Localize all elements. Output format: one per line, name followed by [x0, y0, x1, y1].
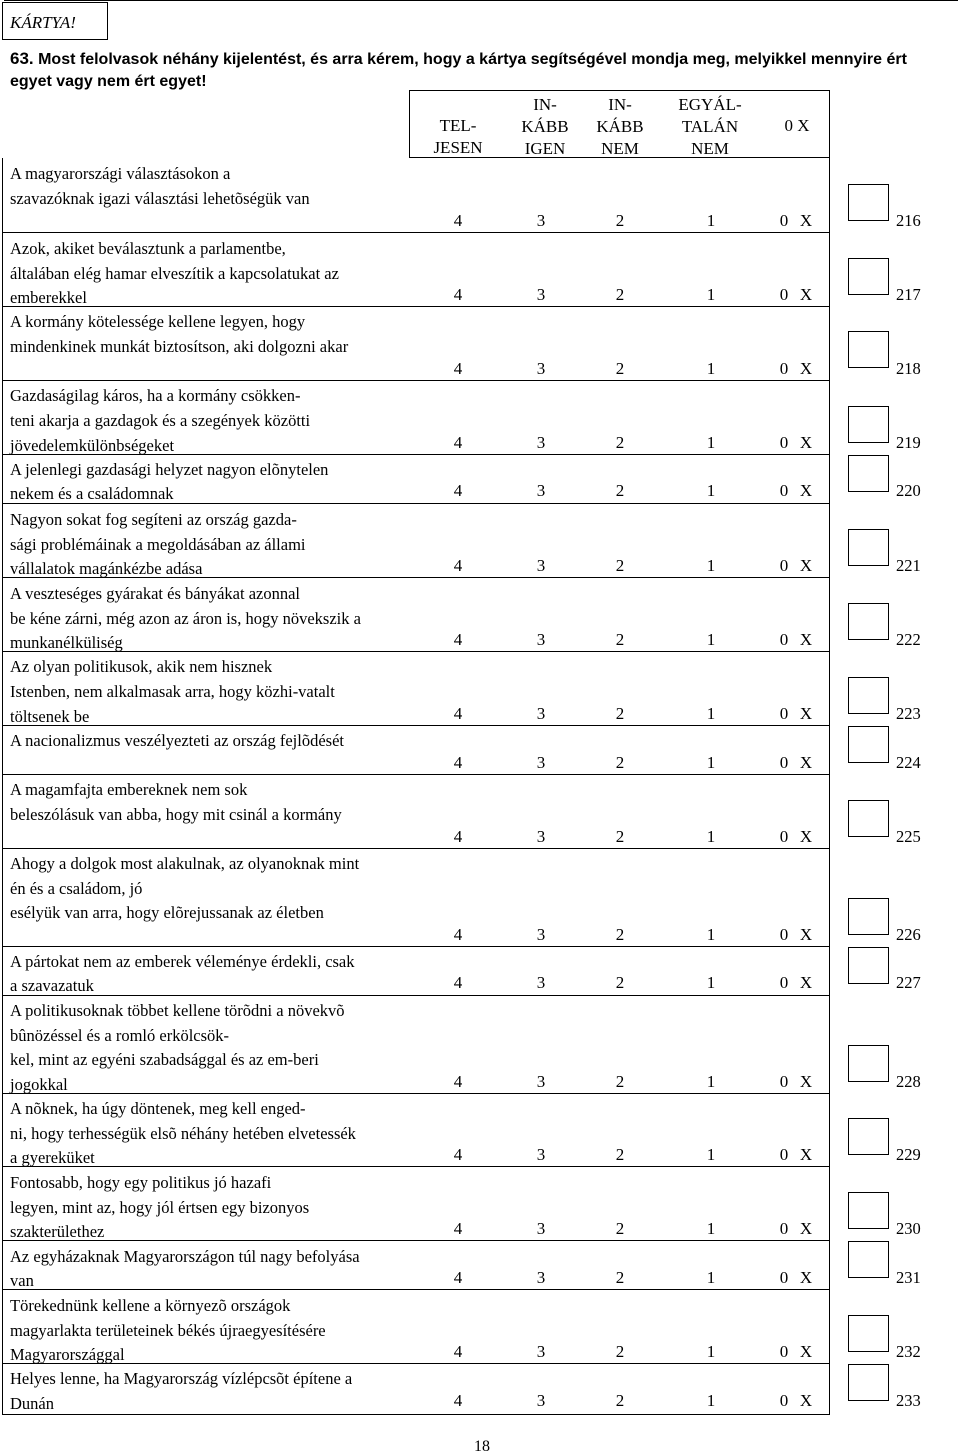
answer-code-box[interactable]: [848, 406, 889, 443]
answer-option-3[interactable]: 3: [536, 1145, 546, 1164]
answer-option-x[interactable]: X: [799, 433, 813, 452]
answer-option-4[interactable]: 4: [453, 481, 463, 500]
question-text-1: Most felolvasok néhány kijelentést, és arra kérem, hogy a kártya segítségével mondja meg, melyikkel mennyire ért: [38, 51, 907, 68]
answer-option-3[interactable]: 3: [536, 1268, 546, 1287]
answer-option-4[interactable]: 4: [453, 973, 463, 992]
answer-option-1[interactable]: 1: [706, 753, 716, 772]
answer-option-x[interactable]: X: [799, 1342, 813, 1361]
statement-text: Fontosabb, hogy egy politikus jó hazafi: [10, 1173, 272, 1192]
row-separator: [2, 232, 830, 233]
answer-option-4[interactable]: 4: [453, 1072, 463, 1091]
variable-code: 216: [896, 211, 921, 230]
row-separator: [2, 503, 830, 504]
answer-option-0[interactable]: 0: [779, 973, 789, 992]
statement-text: általában elég hamar elveszítik a kapcsolatukat az: [10, 263, 339, 283]
answer-option-3[interactable]: 3: [536, 1219, 546, 1238]
answer-option-3[interactable]: 3: [536, 211, 546, 230]
page-number: 18: [474, 1438, 490, 1455]
answer-option-4[interactable]: 4: [453, 433, 463, 452]
answer-option-1[interactable]: 1: [706, 1391, 716, 1410]
answer-option-3[interactable]: 3: [536, 753, 546, 772]
statement-text: emberekkel: [10, 288, 87, 307]
answer-code-box[interactable]: [848, 258, 889, 295]
statement-text: legyen, mint az, hogy jól értsen egy bizonyos: [10, 1197, 310, 1217]
statement-text: kel, mint az egyéni szabadsággal és az em-beri: [10, 1050, 319, 1069]
answer-option-1[interactable]: 1: [706, 211, 716, 230]
answer-code-box[interactable]: [848, 1241, 889, 1278]
answer-option-0[interactable]: 0: [779, 1268, 789, 1287]
statement-text: munkanélküliség: [10, 633, 123, 652]
statement-text: Az egyházaknak Magyarországon túl nagy befolyása: [10, 1247, 360, 1266]
variable-code: 230: [896, 1219, 921, 1238]
answer-option-1[interactable]: 1: [706, 433, 716, 452]
answer-code-box[interactable]: [848, 726, 889, 763]
answer-option-0[interactable]: 0: [779, 1145, 789, 1164]
answer-option-2[interactable]: 2: [615, 753, 625, 772]
question-line-1: [10, 49, 907, 70]
answer-option-x[interactable]: X: [799, 1391, 813, 1410]
answer-option-x[interactable]: X: [799, 973, 813, 992]
answer-option-x[interactable]: X: [799, 359, 813, 378]
answer-option-4[interactable]: 4: [453, 630, 463, 649]
answer-option-4[interactable]: 4: [453, 285, 463, 304]
answer-code-box[interactable]: [848, 800, 889, 837]
statement-text: A pártokat nem az emberek véleménye érdekli, csak: [10, 952, 355, 971]
answer-code-box[interactable]: [848, 898, 889, 935]
answer-option-0[interactable]: 0: [779, 925, 789, 944]
answer-code-box[interactable]: [848, 1364, 889, 1401]
answer-option-x[interactable]: X: [799, 1145, 813, 1164]
answer-option-4[interactable]: 4: [453, 925, 463, 944]
question-number: 63.: [10, 49, 34, 68]
answer-option-2[interactable]: 2: [615, 973, 625, 992]
column-header: EGYÁL- TALÁN NEM: [678, 95, 742, 158]
answer-option-4[interactable]: 4: [453, 1342, 463, 1361]
variable-code: 228: [896, 1072, 921, 1091]
column-header: IN- KÁBB NEM: [596, 95, 644, 158]
answer-option-2[interactable]: 2: [615, 1342, 625, 1361]
answer-code-box[interactable]: [848, 603, 889, 640]
answer-code-box[interactable]: [848, 1315, 889, 1352]
variable-code: 223: [896, 704, 921, 723]
answer-option-2[interactable]: 2: [615, 1391, 625, 1410]
answer-code-box[interactable]: [848, 1118, 889, 1155]
answer-option-x[interactable]: X: [799, 925, 813, 944]
answer-option-3[interactable]: 3: [536, 285, 546, 304]
variable-code: 232: [896, 1342, 921, 1361]
answer-option-4[interactable]: 4: [453, 556, 463, 575]
statement-text: jövedelemkülönbségeket: [10, 436, 175, 455]
answer-option-1[interactable]: 1: [706, 1219, 716, 1238]
statement-text: szakterülethez: [10, 1222, 105, 1241]
answer-option-x[interactable]: X: [799, 1268, 813, 1287]
row-separator: [2, 946, 830, 947]
answer-option-1[interactable]: 1: [706, 925, 716, 944]
answer-option-4[interactable]: 4: [453, 1219, 463, 1238]
answer-option-0[interactable]: 0: [779, 1391, 789, 1410]
statement-text: Dunán: [10, 1394, 54, 1413]
answer-option-1[interactable]: 1: [706, 359, 716, 378]
answer-option-2[interactable]: 2: [615, 827, 625, 846]
statement-text: teni akarja a gazdagok és a szegények közötti: [10, 410, 311, 430]
answer-option-4[interactable]: 4: [453, 1145, 463, 1164]
answer-option-3[interactable]: 3: [536, 827, 546, 846]
statement-text: nekem és a családomnak: [10, 484, 174, 503]
answer-option-2[interactable]: 2: [615, 1145, 625, 1164]
answer-code-box[interactable]: [848, 455, 889, 492]
statement-text: szavazóknak igazi választási lehetõségük van: [10, 188, 310, 208]
answer-option-4[interactable]: 4: [453, 704, 463, 723]
statement-text: Törekednünk kellene a környezõ országok: [10, 1296, 291, 1315]
statement-text: töltsenek be: [10, 707, 90, 726]
variable-code: 227: [896, 973, 921, 992]
statement-text: ni, hogy terhességük elsõ néhány hetében elvetessék: [10, 1123, 356, 1143]
answer-option-3[interactable]: 3: [536, 359, 546, 378]
answer-option-2[interactable]: 2: [615, 211, 625, 230]
answer-code-box[interactable]: [848, 677, 889, 714]
answer-option-2[interactable]: 2: [615, 556, 625, 575]
row-separator: [2, 380, 830, 381]
card-label: KÁRTYA!: [10, 13, 76, 32]
statement-text: jogokkal: [10, 1075, 68, 1094]
answer-option-3[interactable]: 3: [536, 973, 546, 992]
answer-option-0[interactable]: 0: [779, 285, 789, 304]
answer-option-4[interactable]: 4: [453, 359, 463, 378]
answer-option-x[interactable]: X: [799, 481, 813, 500]
variable-code: 225: [896, 827, 921, 846]
statement-text: A politikusoknak többet kellene törõdni a növekvõ: [10, 1001, 345, 1020]
answer-option-1[interactable]: 1: [706, 285, 716, 304]
answer-option-2[interactable]: 2: [615, 704, 625, 723]
answer-option-0[interactable]: 0: [779, 433, 789, 452]
answer-option-1[interactable]: 1: [706, 630, 716, 649]
answer-option-0[interactable]: 0: [779, 753, 789, 772]
question-text-2: egyet vagy nem ért egyet!: [10, 73, 207, 90]
statement-text: Magyarországgal: [10, 1345, 125, 1364]
statement-text: esélyük van arra, hogy elõrejussanak az életben: [10, 903, 324, 922]
answer-option-x[interactable]: X: [799, 753, 813, 772]
answer-option-2[interactable]: 2: [615, 1268, 625, 1287]
statement-text: Gazdaságilag káros, ha a kormány csökken-: [10, 386, 301, 405]
row-separator: [2, 454, 830, 455]
answer-option-3[interactable]: 3: [536, 630, 546, 649]
statement-text: én és a családom, jó: [10, 878, 143, 898]
answer-option-x[interactable]: X: [799, 556, 813, 575]
statement-text: magyarlakta területeinek békés újraegyesítésére: [10, 1320, 326, 1340]
statement-text: A magyarországi választásokon a: [10, 164, 231, 183]
answer-option-x[interactable]: X: [799, 1219, 813, 1238]
answer-option-1[interactable]: 1: [706, 481, 716, 500]
answer-option-3[interactable]: 3: [536, 1072, 546, 1091]
answer-option-x[interactable]: X: [799, 1072, 813, 1091]
statement-text: sági problémáinak a megoldásában az állami: [10, 534, 306, 554]
answer-option-2[interactable]: 2: [615, 285, 625, 304]
answer-code-box[interactable]: [848, 529, 889, 566]
statement-text: A nõknek, ha úgy döntenek, meg kell enged-: [10, 1099, 306, 1118]
answer-option-x[interactable]: X: [799, 630, 813, 649]
answer-option-2[interactable]: 2: [615, 359, 625, 378]
answer-option-3[interactable]: 3: [536, 1342, 546, 1361]
answer-code-box[interactable]: [848, 1192, 889, 1229]
variable-code: 221: [896, 556, 921, 575]
answer-option-3[interactable]: 3: [536, 481, 546, 500]
statement-text: A magamfajta embereknek nem sok: [10, 780, 248, 799]
answer-code-box[interactable]: [848, 184, 889, 221]
statement-text: van: [10, 1271, 34, 1290]
answer-option-4[interactable]: 4: [453, 1268, 463, 1287]
answer-option-2[interactable]: 2: [615, 1072, 625, 1091]
row-separator: [2, 1240, 830, 1241]
row-separator: [2, 725, 830, 726]
statement-text: Az olyan politikusok, akik nem hisznek: [10, 657, 273, 676]
answer-option-4[interactable]: 4: [453, 753, 463, 772]
row-separator: [2, 1289, 830, 1290]
row-separator: [2, 306, 830, 307]
variable-code: 219: [896, 433, 921, 452]
variable-code: 222: [896, 630, 921, 649]
answer-option-2[interactable]: 2: [615, 925, 625, 944]
statement-text: A veszteséges gyárakat és bányákat azonnal: [10, 584, 300, 603]
statement-text: Azok, akiket beválasztunk a parlamentbe,: [10, 239, 286, 258]
statement-text: Istenben, nem alkalmasak arra, hogy közhi-vatalt: [10, 681, 335, 701]
statement-text: bûnözéssel és a romló erkölcsök-: [10, 1025, 230, 1045]
answer-option-0[interactable]: 0: [779, 481, 789, 500]
statement-text: Helyes lenne, ha Magyarország vízlépcsõt építene a: [10, 1369, 353, 1388]
variable-code: 226: [896, 925, 921, 944]
answer-option-2[interactable]: 2: [615, 433, 625, 452]
variable-code: 233: [896, 1391, 921, 1410]
answer-option-1[interactable]: 1: [706, 827, 716, 846]
statement-text: A jelenlegi gazdasági helyzet nagyon elõnytelen: [10, 460, 329, 479]
answer-option-4[interactable]: 4: [453, 1391, 463, 1410]
answer-option-3[interactable]: 3: [536, 925, 546, 944]
answer-code-box[interactable]: [848, 331, 889, 368]
answer-option-4[interactable]: 4: [453, 827, 463, 846]
answer-option-1[interactable]: 1: [706, 1342, 716, 1361]
row-separator: [2, 774, 830, 775]
answer-option-1[interactable]: 1: [706, 556, 716, 575]
answer-option-x[interactable]: X: [799, 211, 813, 230]
row-separator: [2, 577, 830, 578]
variable-code: 220: [896, 481, 921, 500]
statement-text: a szavazatuk: [10, 976, 94, 995]
answer-option-0[interactable]: 0: [779, 827, 789, 846]
row-separator: [2, 1363, 830, 1364]
answer-option-0[interactable]: 0: [779, 359, 789, 378]
answer-option-1[interactable]: 1: [706, 1145, 716, 1164]
row-separator: [2, 995, 830, 996]
answer-option-1[interactable]: 1: [706, 1072, 716, 1091]
answer-option-3[interactable]: 3: [536, 556, 546, 575]
answer-option-3[interactable]: 3: [536, 433, 546, 452]
variable-code: 217: [896, 285, 921, 304]
answer-option-x[interactable]: X: [799, 285, 813, 304]
answer-option-0[interactable]: 0: [779, 704, 789, 723]
row-separator: [2, 848, 830, 849]
top-border-line: [4, 0, 958, 2]
variable-code: 224: [896, 753, 921, 772]
statement-text: Ahogy a dolgok most alakulnak, az olyanoknak mint: [10, 854, 360, 873]
row-separator: [2, 1166, 830, 1167]
answer-code-box[interactable]: [848, 947, 889, 984]
column-header: 0 X: [784, 116, 810, 135]
answer-option-0[interactable]: 0: [779, 1072, 789, 1091]
answer-option-0[interactable]: 0: [779, 1342, 789, 1361]
answer-option-2[interactable]: 2: [615, 1219, 625, 1238]
variable-code: 229: [896, 1145, 921, 1164]
column-header: IN- KÁBB IGEN: [521, 95, 569, 158]
answer-option-2[interactable]: 2: [615, 481, 625, 500]
answer-option-0[interactable]: 0: [779, 1219, 789, 1238]
column-header: TEL- JESEN: [433, 116, 483, 157]
answer-option-0[interactable]: 0: [779, 556, 789, 575]
statement-text: vállalatok magánkézbe adása: [10, 559, 203, 578]
answer-option-x[interactable]: X: [799, 827, 813, 846]
row-separator: [2, 651, 830, 652]
answer-option-4[interactable]: 4: [453, 211, 463, 230]
answer-code-box[interactable]: [848, 1045, 889, 1082]
answer-option-0[interactable]: 0: [779, 211, 789, 230]
answer-option-1[interactable]: 1: [706, 704, 716, 723]
statement-text: A nacionalizmus veszélyezteti az ország fejlõdését: [10, 731, 344, 750]
statement-text: mindenkinek munkát biztosítson, aki dolgozni akar: [10, 336, 349, 356]
row-separator: [2, 1093, 830, 1094]
answer-option-x[interactable]: X: [799, 704, 813, 723]
statement-text: a gyereküket: [10, 1148, 95, 1167]
statement-text: Nagyon sokat fog segíteni az ország gazda-: [10, 510, 297, 529]
answer-option-1[interactable]: 1: [706, 1268, 716, 1287]
answer-option-0[interactable]: 0: [779, 630, 789, 649]
variable-code: 231: [896, 1268, 921, 1287]
statement-text: be kéne zárni, még azon az áron is, hogy növekszik a: [10, 608, 361, 628]
answer-option-3[interactable]: 3: [536, 1391, 546, 1410]
statement-text: A kormány kötelessége kellene legyen, hogy: [10, 312, 306, 331]
answer-option-3[interactable]: 3: [536, 704, 546, 723]
variable-code: 218: [896, 359, 921, 378]
statement-text: beleszólásuk van abba, hogy mit csinál a kormány: [10, 804, 342, 824]
answer-option-2[interactable]: 2: [615, 630, 625, 649]
answer-option-1[interactable]: 1: [706, 973, 716, 992]
